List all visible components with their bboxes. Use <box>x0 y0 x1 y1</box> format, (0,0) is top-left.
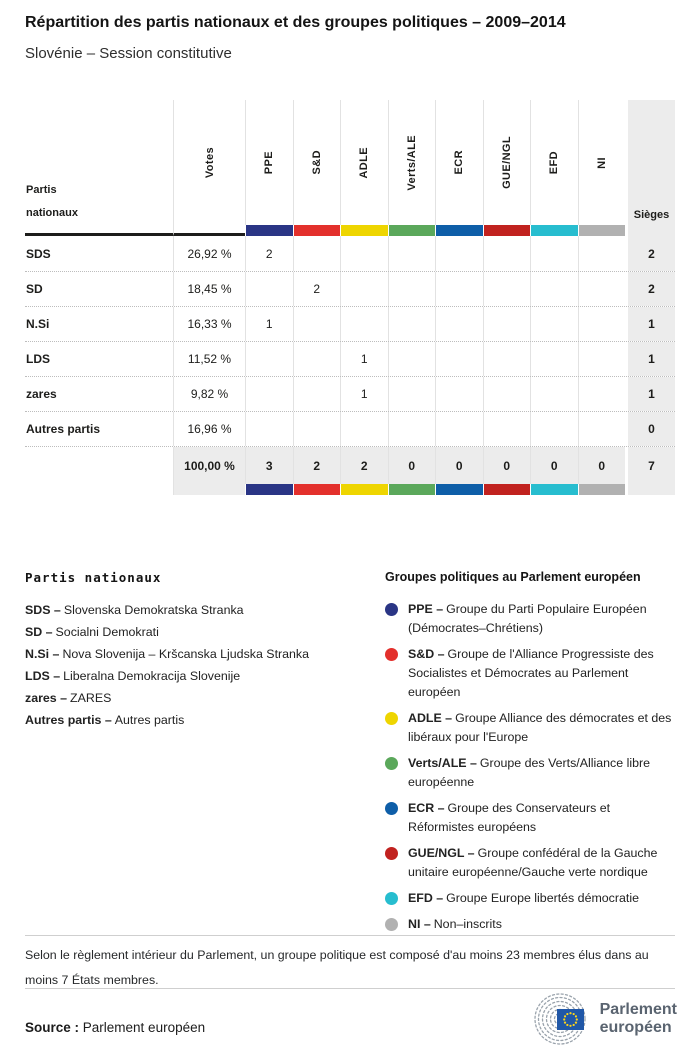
group-seats-cell <box>578 272 626 306</box>
group-seats-cell <box>245 272 293 306</box>
seats-total-cell: 2 <box>625 272 675 306</box>
group-column-label: ECR <box>453 150 466 175</box>
group-seats-cell <box>245 412 293 446</box>
group-seats-cell <box>530 236 578 271</box>
party-full-name: Nova Slovenija – Kršcanska Ljudska Stranka <box>62 647 310 661</box>
seats-column-header <box>625 100 675 225</box>
group-column-header <box>530 100 578 225</box>
group-legend-item <box>385 799 677 837</box>
bars-spacer-votes <box>173 484 245 495</box>
group-seats-cell <box>388 342 436 376</box>
group-legend-list <box>385 600 677 934</box>
party-legend-item <box>25 665 355 687</box>
table-row <box>25 306 675 341</box>
party-legend <box>25 570 355 731</box>
table-row <box>25 271 675 306</box>
group-seats-cell <box>388 377 436 411</box>
logo-line1: Parlement <box>599 1001 677 1018</box>
group-seats-cell <box>578 412 626 446</box>
group-seats-cell: 1 <box>340 377 388 411</box>
party-legend-list <box>25 599 355 731</box>
page-subtitle: Slovénie – Session constitutive <box>25 45 232 62</box>
results-table <box>25 100 675 495</box>
total-group-seats-cell: 0 <box>530 447 578 484</box>
group-seats-cell <box>388 236 436 271</box>
group-seats-cell <box>483 307 531 341</box>
group-seats-cell <box>293 377 341 411</box>
party-full-name: Autres partis <box>114 713 185 727</box>
party-name-cell: zares <box>26 387 57 401</box>
votes-cell: 26,92 % <box>173 236 245 271</box>
band-spacer-votes <box>173 225 245 236</box>
group-seats-cell <box>530 272 578 306</box>
group-seats-cell: 1 <box>245 307 293 341</box>
group-color-dot <box>385 918 398 931</box>
group-seats-cell: 1 <box>340 342 388 376</box>
group-legend-text <box>408 600 676 638</box>
votes-cell: 16,96 % <box>173 412 245 446</box>
group-color-bar <box>483 484 531 495</box>
logo-wordmark <box>600 1001 677 1037</box>
bars-spacer-seats <box>625 484 675 495</box>
logo-line2: européen <box>599 1019 672 1036</box>
group-seats-cell <box>435 342 483 376</box>
group-column-header <box>340 100 388 225</box>
divider <box>25 988 675 989</box>
group-full-name: Groupe des Verts/Alliance libre européenne <box>408 756 650 789</box>
group-seats-cell <box>388 412 436 446</box>
group-seats-cell <box>435 307 483 341</box>
group-seats-cell <box>245 377 293 411</box>
group-full-name: Non–inscrits <box>433 917 502 931</box>
group-legend-title: Groupes politiques au Parlement européen <box>385 570 641 584</box>
group-legend-text <box>408 889 639 908</box>
group-column-header <box>483 100 531 225</box>
seats-total-cell: 0 <box>625 412 675 446</box>
table-row <box>25 341 675 376</box>
table-head-row <box>25 100 675 225</box>
group-seats-cell <box>530 342 578 376</box>
group-seats-cell <box>483 272 531 306</box>
group-color-dot <box>385 712 398 725</box>
group-abbr: PPE – <box>408 602 444 616</box>
group-color-bar <box>293 484 341 495</box>
group-color-dot <box>385 847 398 860</box>
group-color-dot <box>385 757 398 770</box>
group-seats-cell <box>530 307 578 341</box>
total-group-seats-cell: 0 <box>578 447 626 484</box>
party-full-name: Slovenska Demokratska Stranka <box>63 603 244 617</box>
group-seats-cell <box>340 236 388 271</box>
group-seats-cell <box>578 236 626 271</box>
group-color-bar <box>578 484 626 495</box>
group-legend-item <box>385 709 677 747</box>
table-band-row <box>25 225 675 236</box>
group-seats-cell <box>293 307 341 341</box>
group-color-bar <box>388 484 436 495</box>
group-color-band <box>340 225 388 236</box>
votes-cell: 11,52 % <box>173 342 245 376</box>
group-column-label: EFD <box>548 150 561 175</box>
total-seats-cell: 7 <box>625 447 675 484</box>
total-group-seats-cell: 3 <box>245 447 293 484</box>
group-column-header <box>435 100 483 225</box>
table-body <box>25 236 675 446</box>
group-abbr: S&D – <box>408 647 445 661</box>
group-legend-item <box>385 600 677 638</box>
party-abbr: LDS – <box>25 669 61 683</box>
footnote: Selon le règlement intérieur du Parlement, un groupe politique est composé d'au moins 23 membres élus dans au moins 7 États membres. <box>25 948 649 987</box>
group-seats-cell <box>388 272 436 306</box>
party-abbr: N.Si – <box>25 647 60 661</box>
party-name-cell: LDS <box>26 352 50 366</box>
votes-column-label: Votes <box>203 146 216 179</box>
seats-total-cell: 2 <box>625 236 675 271</box>
group-color-bar <box>530 484 578 495</box>
source-value: Parlement européen <box>82 1020 206 1035</box>
group-column-header <box>293 100 341 225</box>
group-legend-text <box>408 754 676 792</box>
total-group-seats-cell: 2 <box>340 447 388 484</box>
group-abbr: ECR – <box>408 801 445 815</box>
total-party-cell <box>25 447 173 484</box>
seats-total-cell: 1 <box>625 307 675 341</box>
group-seats-cell <box>530 412 578 446</box>
party-column-label: Partis nationaux <box>26 184 78 219</box>
group-color-dot <box>385 603 398 616</box>
group-abbr: Verts/ALE – <box>408 756 477 770</box>
seats-column-label: Sièges <box>633 209 670 221</box>
party-legend-item <box>25 709 355 731</box>
group-legend-item <box>385 754 677 792</box>
group-color-band <box>435 225 483 236</box>
group-full-name: Groupe confédéral de la Gauche unitaire européenne/Gauche verte nordique <box>408 846 658 879</box>
table-row <box>25 236 675 271</box>
group-color-band <box>483 225 531 236</box>
party-name-cell: N.Si <box>26 317 50 331</box>
total-group-seats-cell: 0 <box>435 447 483 484</box>
group-column-label: S&D <box>310 150 323 175</box>
group-abbr: ADLE – <box>408 711 453 725</box>
table-total-row <box>25 446 675 484</box>
group-legend-item <box>385 645 677 702</box>
table-row <box>25 376 675 411</box>
group-seats-cell <box>483 342 531 376</box>
group-column-label: GUE/NGL <box>500 136 513 189</box>
group-seats-cell <box>435 272 483 306</box>
bars-spacer-party <box>25 484 173 495</box>
total-group-seats-cell: 2 <box>293 447 341 484</box>
votes-cell: 18,45 % <box>173 272 245 306</box>
group-legend-item <box>385 844 677 882</box>
divider <box>25 935 675 936</box>
group-color-band <box>245 225 293 236</box>
party-full-name: ZARES <box>70 691 112 705</box>
band-spacer-party <box>25 225 173 236</box>
group-color-dot <box>385 802 398 815</box>
group-seats-cell <box>340 307 388 341</box>
seats-total-cell: 1 <box>625 377 675 411</box>
band-spacer-seats <box>625 225 675 236</box>
group-seats-cell <box>293 236 341 271</box>
total-group-seats-cell: 0 <box>388 447 436 484</box>
group-seats-cell <box>340 412 388 446</box>
group-seats-cell <box>578 377 626 411</box>
party-abbr: zares – <box>25 691 68 705</box>
table-bars-row <box>25 484 675 495</box>
group-seats-cell: 2 <box>293 272 341 306</box>
party-full-name: Liberalna Demokracija Slovenije <box>63 669 241 683</box>
source-label: Source : <box>25 1020 80 1035</box>
group-legend-text <box>408 799 676 837</box>
group-seats-cell <box>435 412 483 446</box>
party-legend-item <box>25 687 355 709</box>
party-name-cell: SD <box>26 282 43 296</box>
group-seats-cell <box>530 377 578 411</box>
group-full-name: Groupe Alliance des démocrates et des libéraux pour l'Europe <box>408 711 672 744</box>
group-legend-item <box>385 889 677 908</box>
group-color-bar <box>435 484 483 495</box>
group-color-bar <box>245 484 293 495</box>
page-title: Répartition des partis nationaux et des groupes politiques – 2009–2014 <box>25 14 566 31</box>
group-legend <box>385 570 677 941</box>
group-seats-cell <box>483 412 531 446</box>
group-seats-cell <box>483 236 531 271</box>
hemicycle-icon <box>530 992 592 1046</box>
group-color-band <box>388 225 436 236</box>
group-column-header <box>245 100 293 225</box>
group-seats-cell <box>578 342 626 376</box>
party-legend-item <box>25 643 355 665</box>
group-full-name: Groupe des Conservateurs et Réformistes européens <box>408 801 611 834</box>
group-abbr: GUE/NGL – <box>408 846 475 860</box>
group-color-band <box>578 225 626 236</box>
group-abbr: NI – <box>408 917 431 931</box>
group-color-dot <box>385 648 398 661</box>
group-seats-cell <box>435 377 483 411</box>
group-color-band <box>530 225 578 236</box>
group-seats-cell <box>578 307 626 341</box>
party-full-name: Socialni Demokrati <box>55 625 159 639</box>
party-abbr: SD – <box>25 625 53 639</box>
group-legend-item <box>385 915 677 934</box>
european-parliament-logo <box>530 992 677 1046</box>
group-seats-cell <box>340 272 388 306</box>
votes-cell: 16,33 % <box>173 307 245 341</box>
party-column-header <box>25 100 173 225</box>
party-abbr: SDS – <box>25 603 61 617</box>
party-legend-item <box>25 599 355 621</box>
group-seats-cell: 2 <box>245 236 293 271</box>
group-color-bar <box>340 484 388 495</box>
group-seats-cell <box>293 342 341 376</box>
table-row <box>25 411 675 446</box>
total-votes-cell: 100,00 % <box>173 447 245 484</box>
group-legend-text <box>408 844 676 882</box>
party-name-cell: SDS <box>26 246 51 261</box>
group-full-name: Groupe Europe libertés démocratie <box>446 891 639 905</box>
party-legend-item <box>25 621 355 643</box>
group-legend-text <box>408 709 676 747</box>
group-seats-cell <box>245 342 293 376</box>
group-column-label: Verts/ALE <box>405 134 418 191</box>
source-line <box>25 1020 205 1035</box>
party-abbr: Autres partis – <box>25 713 112 727</box>
party-name-cell: Autres partis <box>26 422 101 436</box>
group-legend-text <box>408 645 676 702</box>
group-color-band <box>293 225 341 236</box>
group-seats-cell <box>293 412 341 446</box>
group-abbr: EFD – <box>408 891 444 905</box>
group-full-name: Groupe du Parti Populaire Européen (Démocrates–Chrétiens) <box>408 602 647 635</box>
group-seats-cell <box>435 236 483 271</box>
group-full-name: Groupe de l'Alliance Progressiste des Socialistes et Démocrates au Parlement européen <box>408 647 654 699</box>
party-legend-title: Partis nationaux <box>25 570 162 585</box>
group-seats-cell <box>388 307 436 341</box>
votes-cell: 9,82 % <box>173 377 245 411</box>
group-column-header <box>578 100 626 225</box>
group-column-header <box>388 100 436 225</box>
votes-column-header <box>173 100 245 225</box>
group-column-label: ADLE <box>358 146 371 179</box>
group-color-dot <box>385 892 398 905</box>
group-seats-cell <box>483 377 531 411</box>
group-column-label: NI <box>595 156 608 169</box>
seats-total-cell: 1 <box>625 342 675 376</box>
group-legend-text <box>408 915 502 934</box>
total-group-seats-cell: 0 <box>483 447 531 484</box>
group-column-label: PPE <box>263 150 276 175</box>
